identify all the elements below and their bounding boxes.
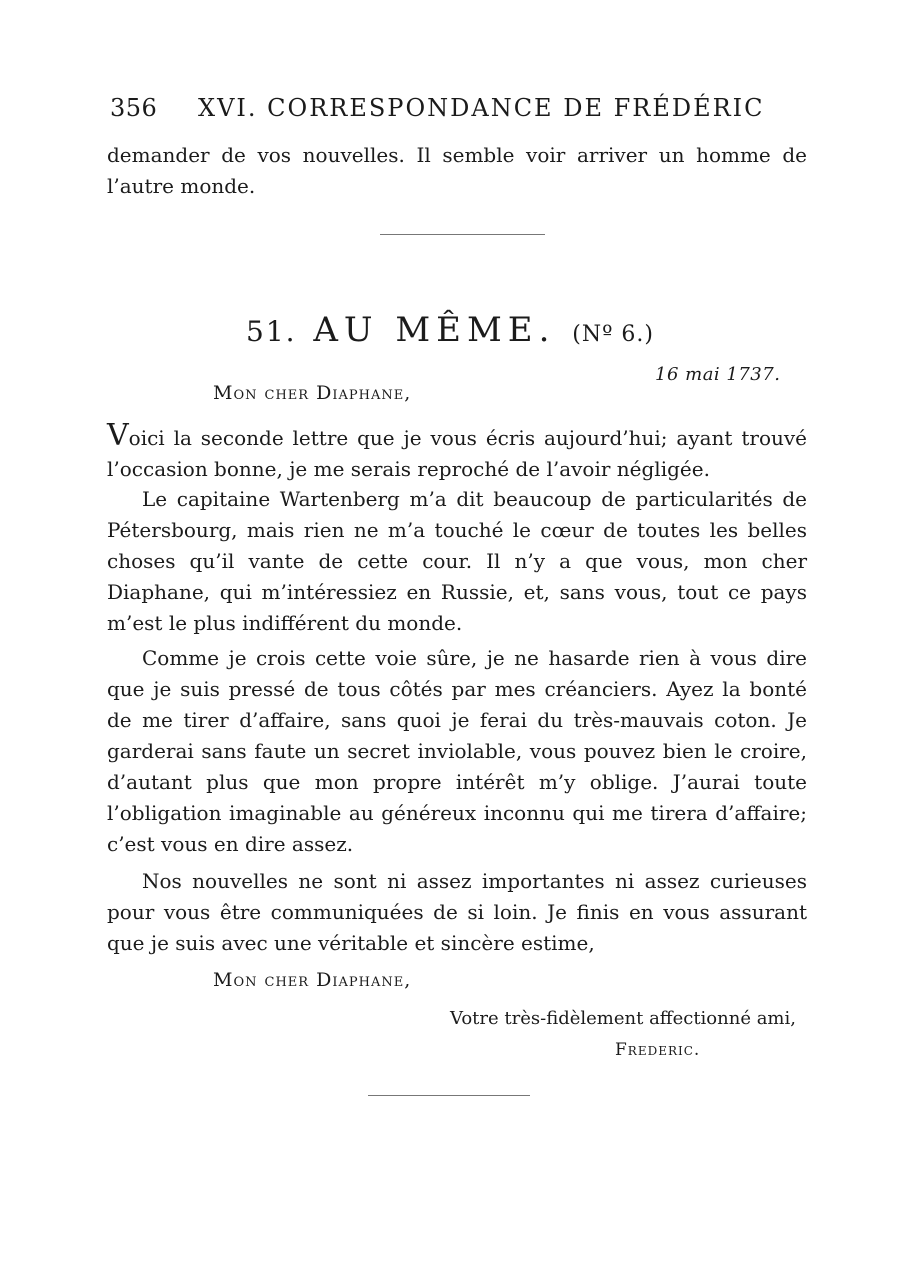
- letter-number: 51.: [246, 315, 297, 348]
- paragraph-1: [107, 420, 807, 485]
- paragraph-4: Nos nouvelles ne sont ni assez importantes ni assez curieuses pour vous être communiquées de si loin. Je finis en vous assurant que je suis avec une véritable et sincère estime,: [107, 869, 807, 955]
- salutation: Mon cher Diaphane,: [213, 382, 412, 404]
- closing-line: Votre très-fidèlement affectionné ami,: [450, 1008, 796, 1029]
- section-divider-top: [380, 234, 545, 235]
- signature: Frederic.: [615, 1040, 701, 1060]
- running-title: XVI. CORRESPONDANCE DE FRÉDÉRIC: [198, 94, 765, 122]
- section-divider-bottom: [368, 1095, 530, 1096]
- continuation-text: demander de vos nouvelles. Il semble voir arriver un homme de l’autre monde.: [107, 143, 807, 198]
- page-header: [110, 94, 810, 122]
- letter-date: 16 mai 1737.: [655, 364, 781, 385]
- letter-title: [0, 310, 900, 350]
- page-number: 356: [110, 94, 158, 122]
- paragraph-1-text: oici la seconde lettre que je vous écris aujourd’hui; ayant trouvé l’occasion bonne, je me serais reproché de l’avoir négligée.: [107, 426, 807, 481]
- letter-heading: AU MÊME.: [313, 310, 556, 350]
- initial-letter: V: [107, 418, 129, 453]
- closing-salutation: Mon cher Diaphane,: [213, 969, 412, 991]
- paragraph-2: Le capitaine Wartenberg m’a dit beaucoup de particularités de Pétersbourg, mais rien ne m’a touché le cœur de toutes les belles choses qu’il vante de cette cour. Il n’y a que vous, mon cher Diaphane, qui m’intéressiez en Russie, et, sans vous, tout ce pays m’est le plus indifférent du monde.: [107, 487, 807, 635]
- letter-note: (Nº 6.): [572, 322, 654, 347]
- paragraph-3: Comme je crois cette voie sûre, je ne hasarde rien à vous dire que je suis pressé de tous côtés par mes créanciers. Ayez la bonté de me tirer d’affaire, sans quoi je ferai du très-mauvais coton. Je garderai sans faute un secret inviolable, vous pouvez bien le croire, d’autant plus que mon propre intérêt m’y oblige. J’aurai toute l’obligation imaginable au généreux inconnu qui me tirera d’affaire; c’est vous en dire assez.: [107, 646, 807, 856]
